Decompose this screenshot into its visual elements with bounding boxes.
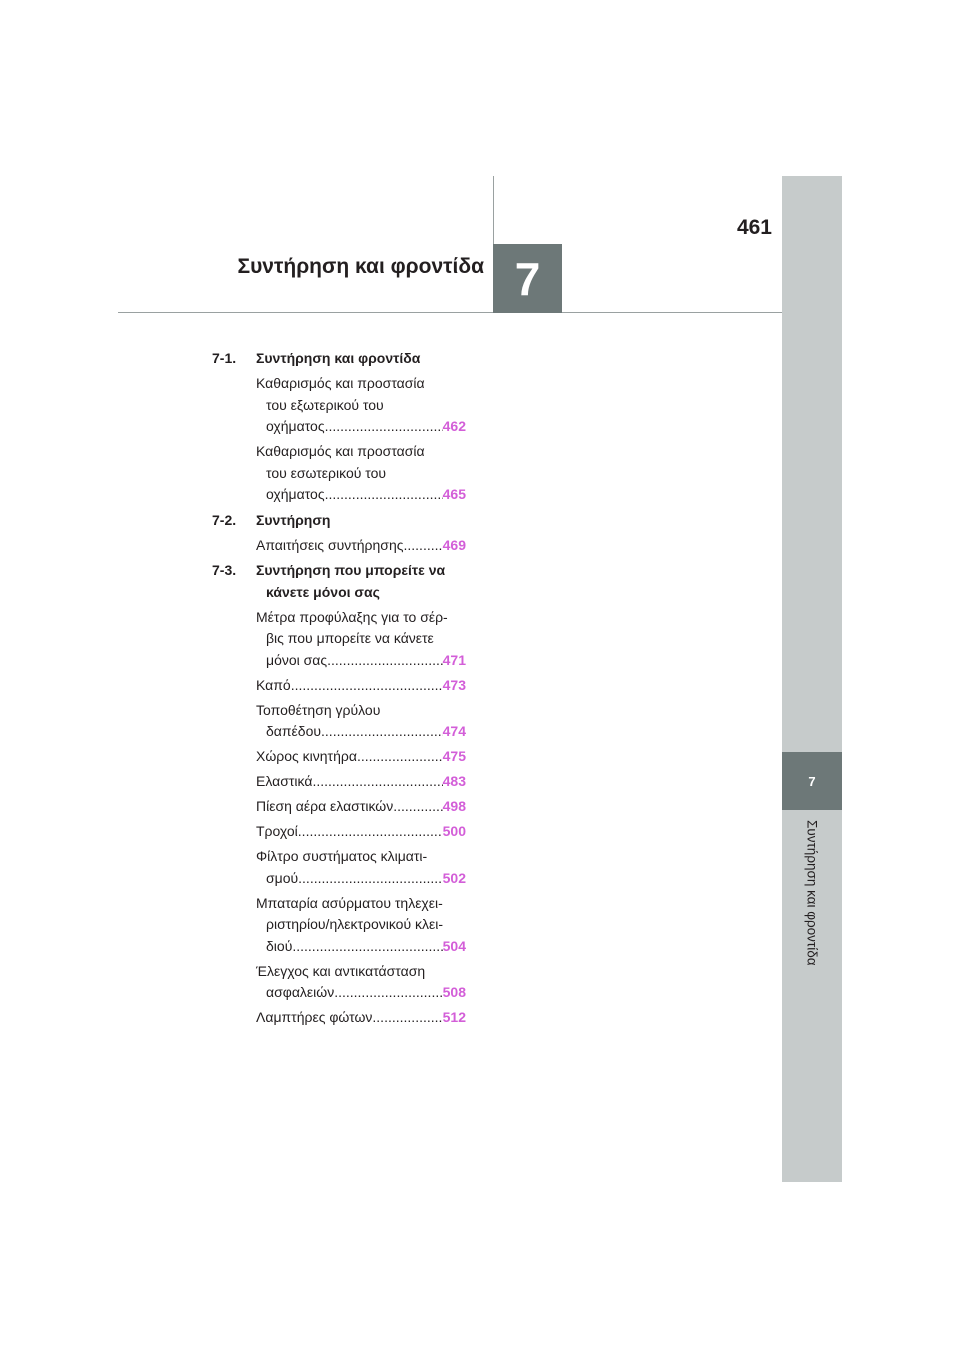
toc-entry-text: μόνοι σας	[266, 651, 328, 668]
toc-entry-line	[256, 650, 466, 672]
toc-section-title	[256, 348, 466, 370]
toc-entry[interactable]	[256, 1007, 466, 1029]
toc-dot-leader	[298, 868, 442, 890]
toc-entry-text: Χώρος κινητήρα	[256, 748, 357, 764]
toc-entry-text: δαπέδου	[266, 723, 322, 739]
toc-section-title-line: Συντήρηση που μπορείτε να	[256, 562, 446, 578]
toc-dot-leader	[334, 982, 442, 1004]
toc-entry-text: Έλεγχος και αντικατάσταση	[256, 962, 426, 979]
toc-entry-line	[256, 846, 466, 868]
toc-entry[interactable]	[256, 771, 466, 793]
toc-dot-leader	[372, 1007, 442, 1029]
toc-entry-line	[256, 535, 466, 557]
toc-entry-text: Μέτρα προφύλαξης για το σέρ-	[256, 608, 448, 625]
toc-entry-line	[256, 893, 466, 915]
toc-entry-line	[256, 936, 466, 958]
toc-section-title	[256, 560, 466, 603]
toc-entry[interactable]	[256, 961, 466, 1004]
toc-entry-line	[256, 1007, 466, 1029]
toc-entry-line	[256, 771, 466, 793]
toc-entry[interactable]	[256, 746, 466, 768]
toc-entry[interactable]	[256, 846, 466, 889]
toc-entry-line	[256, 484, 466, 506]
toc-entry-text: διού	[266, 937, 293, 954]
toc-entry-text: Καπό	[256, 676, 291, 693]
toc-page-link[interactable]: 483	[442, 773, 466, 789]
toc-entry[interactable]	[256, 441, 466, 506]
toc-section-heading[interactable]	[212, 348, 466, 370]
toc-section-title	[256, 510, 466, 532]
toc-dot-leader	[357, 746, 443, 768]
toc-entry[interactable]	[256, 373, 466, 438]
toc-dot-leader	[321, 721, 443, 743]
table-of-contents	[212, 348, 466, 1029]
side-thumb-bar	[782, 176, 842, 1182]
toc-entry-line	[256, 373, 466, 395]
toc-dot-leader	[404, 535, 443, 557]
toc-entry[interactable]	[256, 607, 466, 672]
toc-entry-text: οχήματος	[266, 418, 325, 434]
toc-section-title-line: Συντήρηση και φροντίδα	[256, 350, 421, 366]
toc-entry-text: Πίεση αέρα ελαστικών	[256, 798, 394, 814]
toc-section-heading[interactable]	[212, 510, 466, 532]
toc-entry-line	[256, 982, 466, 1004]
toc-entry-text: Λαμπτήρες φώτων	[256, 1009, 373, 1025]
toc-entry[interactable]	[256, 535, 466, 557]
toc-page-link[interactable]: 469	[442, 536, 466, 553]
header-horizontal-rule	[118, 312, 782, 313]
toc-entry-text: βις που μπορείτε να κάνετε	[266, 630, 434, 646]
toc-dot-leader	[393, 796, 442, 818]
toc-page-link[interactable]: 500	[442, 823, 466, 839]
toc-entry-line	[256, 700, 466, 722]
toc-entry-line	[256, 607, 466, 629]
side-label-container	[782, 820, 842, 980]
toc-entry-text: του εξωτερικού του	[266, 396, 384, 413]
toc-entry-line	[256, 868, 466, 890]
toc-entry-text: Φίλτρο συστήματος κλιματι-	[256, 848, 428, 864]
toc-entry-text: Τοποθέτηση γρύλου	[256, 701, 381, 718]
toc-entry[interactable]	[256, 893, 466, 958]
toc-entry-text: Ελαστικά	[256, 773, 313, 789]
toc-section-title-line: Συντήρηση	[256, 511, 331, 528]
toc-page-link[interactable]: 465	[442, 486, 466, 502]
toc-page-link[interactable]: 474	[442, 723, 466, 739]
toc-entry-text: Τροχοί	[256, 823, 298, 839]
toc-page-link[interactable]: 471	[442, 651, 466, 668]
toc-entry-text: σμού	[266, 869, 299, 886]
toc-page-link[interactable]: 498	[442, 798, 466, 814]
toc-entry-text: οχήματος	[266, 486, 325, 502]
chapter-number-box: 7	[493, 244, 562, 313]
toc-dot-leader	[292, 936, 442, 958]
toc-entry-line	[256, 961, 466, 983]
toc-entry-text: Μπαταρία ασύρματου τηλεχει-	[256, 894, 443, 911]
side-chapter-tab[interactable]: 7	[782, 752, 842, 810]
toc-entry-text: Καθαρισμός και προστασία	[256, 375, 425, 391]
toc-entry-line	[256, 821, 466, 843]
page-number: 461	[736, 216, 772, 239]
toc-page-link[interactable]: 504	[442, 937, 466, 954]
toc-entry[interactable]	[256, 796, 466, 818]
toc-dot-leader	[298, 821, 443, 843]
toc-entry-line	[256, 746, 466, 768]
toc-entry-line	[256, 675, 466, 697]
toc-entry-line	[256, 628, 466, 650]
toc-page-link[interactable]: 508	[442, 984, 466, 1000]
toc-entry-line	[256, 463, 466, 485]
toc-section-heading[interactable]	[212, 560, 466, 603]
toc-dot-leader	[291, 675, 443, 697]
toc-entry-text: Καθαρισμός και προστασία	[256, 443, 425, 459]
toc-section-number: 7-3.	[212, 562, 237, 578]
toc-dot-leader	[325, 484, 443, 506]
header-vertical-rule	[493, 176, 494, 244]
toc-section-number: 7-1.	[212, 350, 237, 366]
toc-dot-leader	[312, 771, 442, 793]
toc-section-title-line: κάνετε μόνοι σας	[266, 583, 380, 600]
side-chapter-label: Συντήρηση και φροντίδα	[804, 820, 820, 966]
toc-section-number: 7-2.	[212, 511, 237, 528]
toc-entry-line	[256, 721, 466, 743]
toc-page-link[interactable]: 473	[442, 676, 466, 693]
toc-entry-line	[256, 441, 466, 463]
toc-entry-text: ασφαλειών	[266, 984, 335, 1000]
toc-entry-text: Απαιτήσεις συντήρησης	[256, 536, 404, 553]
chapter-title: Συντήρηση και φροντίδα	[237, 255, 484, 278]
toc-entry-line	[256, 395, 466, 417]
toc-entry-line	[256, 796, 466, 818]
toc-page-link[interactable]: 512	[442, 1009, 466, 1025]
toc-entry-text: του εσωτερικού του	[266, 464, 387, 481]
toc-dot-leader	[327, 650, 443, 672]
toc-entry-text: ριστηρίου/ηλεκτρονικού κλει-	[266, 916, 444, 932]
toc-dot-leader	[325, 416, 443, 438]
toc-entry[interactable]	[256, 821, 466, 843]
toc-page-link[interactable]: 502	[442, 869, 466, 886]
toc-entry-line	[256, 914, 466, 936]
toc-entry[interactable]	[256, 700, 466, 743]
toc-entry[interactable]	[256, 675, 466, 697]
toc-page-link[interactable]: 475	[442, 748, 466, 764]
toc-page-link[interactable]: 462	[442, 418, 466, 434]
toc-entry-line	[256, 416, 466, 438]
